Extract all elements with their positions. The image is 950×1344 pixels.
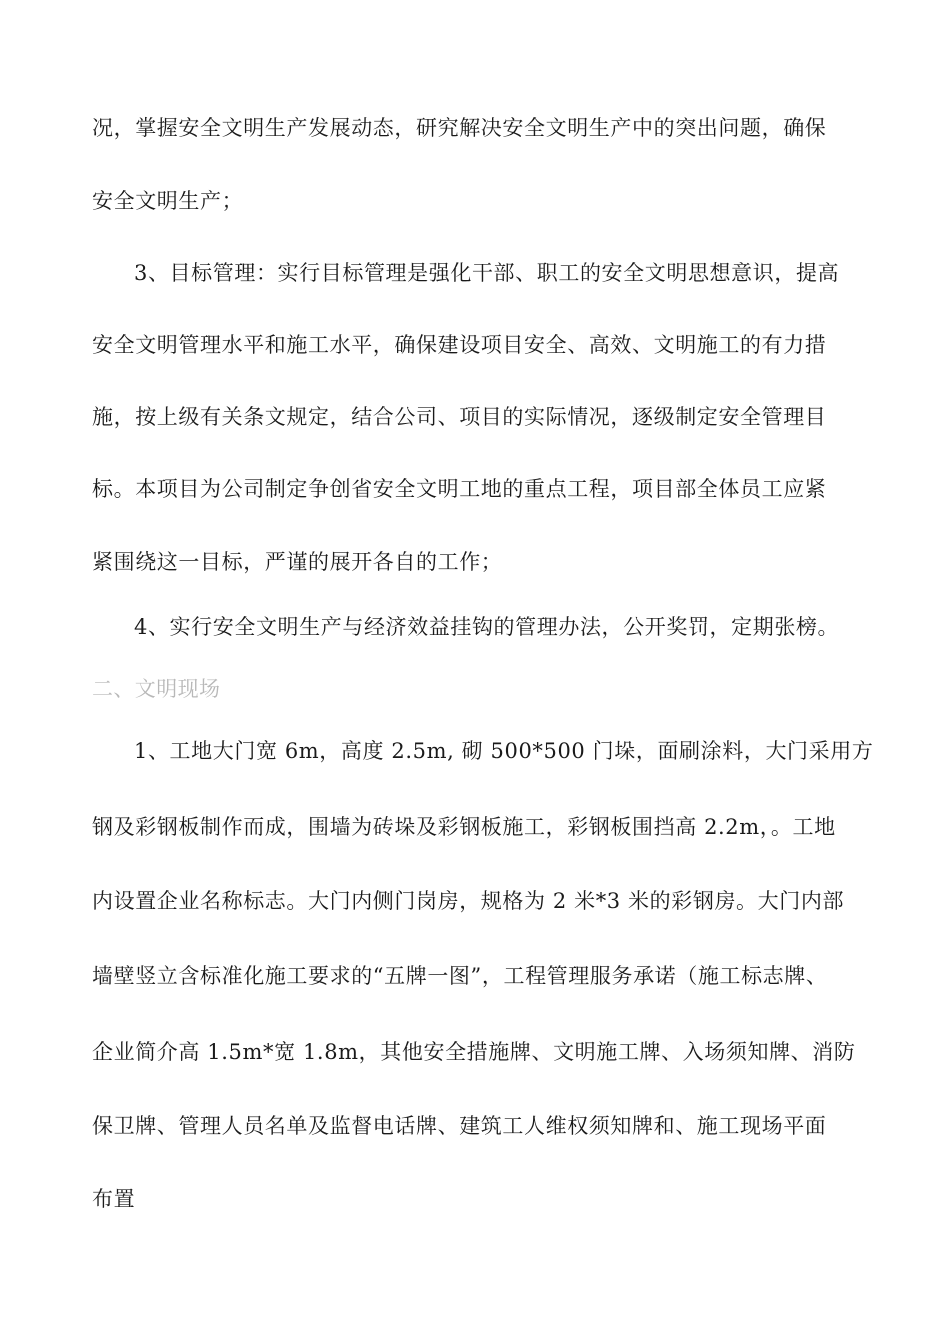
paragraph-4-line: 4、实行安全文明生产与经济效益挂钩的管理办法，公开奖罚，定期张榜。	[134, 615, 840, 639]
text-line: 保卫牌、管理人员名单及监督电话牌、建筑工人维权须知牌和、施工现场平面	[92, 1114, 827, 1138]
text-line: 墙壁竖立含标准化施工要求的“五牌一图”，工程管理服务承诺（施工标志牌、	[92, 964, 828, 988]
section-heading: 二、文明现场	[92, 677, 221, 701]
text-line: 安全文明生产；	[92, 189, 244, 213]
text-line: 施，按上级有关条文规定，结合公司、项目的实际情况，逐级制定安全管理目	[92, 405, 827, 429]
text-line: 安全文明管理水平和施工水平，确保建设项目安全、高效、文明施工的有力措	[92, 333, 827, 357]
text-line: 标。本项目为公司制定争创省安全文明工地的重点工程，项目部全体员工应紧	[92, 477, 827, 501]
text-line: 企业简介高 1.5m*宽 1.8m，其他安全措施牌、文明施工牌、入场须知牌、消防	[92, 1040, 856, 1064]
text-line: 内设置企业名称标志。大门内侧门岗房，规格为 2 米*3 米的彩钢房。大门内部	[92, 889, 845, 913]
paragraph-1-line: 1、工地大门宽 6m，高度 2.5m, 砌 500*500 门垛，面刷涂料，大门采用方	[134, 739, 874, 763]
text-line: 紧围绕这一目标，严谨的展开各自的工作；	[92, 550, 503, 574]
text-line: 况，掌握安全文明生产发展动态，研究解决安全文明生产中的突出问题，确保	[92, 116, 827, 140]
text-line: 布置	[92, 1187, 136, 1211]
paragraph-3-line: 3、目标管理：实行目标管理是强化干部、职工的安全文明思想意识，提高	[134, 261, 840, 285]
text-line: 钢及彩钢板制作而成，围墙为砖垛及彩钢板施工，彩钢板围挡高 2.2m，。工地	[92, 815, 836, 839]
